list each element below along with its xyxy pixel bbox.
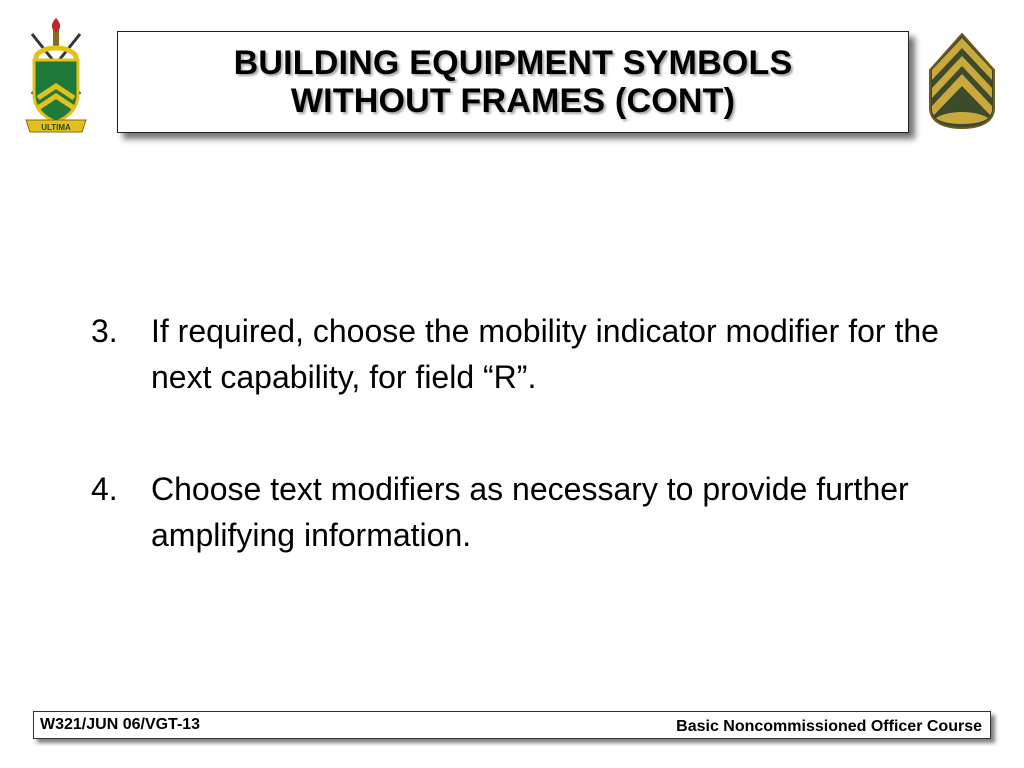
list-item-number: 4. [91,471,118,507]
title-box [117,31,909,133]
list-item-number: 3. [91,313,118,349]
title-line-2: WITHOUT FRAMES (CONT) [290,82,736,120]
page-title [234,44,793,120]
staff-sergeant-chevron-icon [928,30,996,130]
regimental-crest-icon [20,16,92,136]
footer-course-name: Basic Noncommissioned Officer Course [676,718,982,735]
list-item [90,308,950,400]
list-item-text: If required, choose the mobility indicator modifier for the next capability, for field “R”. [151,313,939,395]
title-line-1: BUILDING EQUIPMENT SYMBOLS [233,44,793,82]
body-list [90,308,950,558]
footer-bar [33,711,991,739]
crest-motto-text: ULTIMA [41,123,71,132]
list-item-text: Choose text modifiers as necessary to provide further amplifying information. [151,471,909,553]
footer-lesson-code: W321/JUN 06/VGT-13 [40,716,201,733]
list-item [90,466,950,558]
